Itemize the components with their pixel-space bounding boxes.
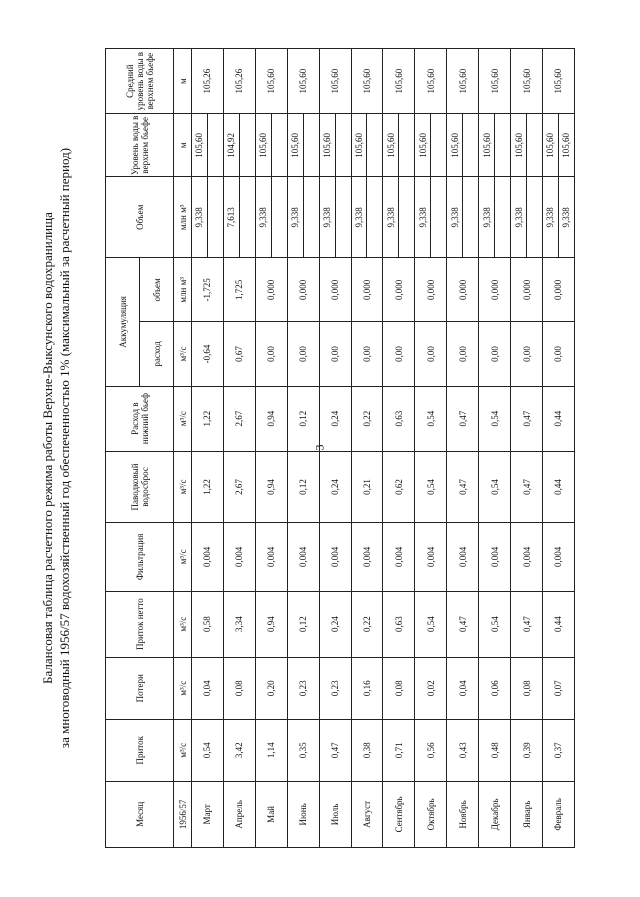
level-cell: 105,60 xyxy=(511,114,527,177)
volume-cell xyxy=(463,177,479,258)
table-row-boundary xyxy=(479,49,495,848)
volume-cell: 9,338 xyxy=(542,177,558,258)
table-row-boundary xyxy=(511,49,527,848)
acc-volume-cell: 0,000 xyxy=(447,258,479,322)
volume-cell: 9,338 xyxy=(255,177,271,258)
unit-net-inflow: м³/с xyxy=(174,591,192,657)
losses-cell: 0,08 xyxy=(511,657,543,719)
spillway-cell: 0,24 xyxy=(319,451,351,522)
level-cell: 105,60 xyxy=(542,114,558,177)
filtration-cell: 0,004 xyxy=(542,523,574,591)
title-line-2: за многоводный 1956/57 водохозяйственный год обеспеченностью 1% (максимальный за расчетный период) xyxy=(57,147,72,749)
month-cell: Июль xyxy=(319,781,351,847)
volume-cell: 9,338 xyxy=(351,177,367,258)
level-cell: 105,60 xyxy=(351,114,367,177)
volume-cell: 9,338 xyxy=(192,177,208,258)
net-inflow-cell: 0,24 xyxy=(319,591,351,657)
unit-level: м xyxy=(174,114,192,177)
unit-filtration: м³/с xyxy=(174,523,192,591)
balance-table-wrapper xyxy=(105,48,575,848)
level-cell: 105,60 xyxy=(479,114,495,177)
losses-cell: 0,08 xyxy=(383,657,415,719)
spillway-cell: 0,21 xyxy=(351,451,383,522)
level-cell xyxy=(367,114,383,177)
inflow-cell: 0,47 xyxy=(319,719,351,781)
net-inflow-cell: 0,12 xyxy=(287,591,319,657)
avg-level-cell: 105,60 xyxy=(542,49,574,114)
level-cell: 105,60 xyxy=(558,114,574,177)
level-cell xyxy=(303,114,319,177)
avg-level-cell: 105,60 xyxy=(383,49,415,114)
losses-cell: 0,20 xyxy=(255,657,287,719)
filtration-cell: 0,004 xyxy=(192,523,224,591)
month-cell: Май xyxy=(255,781,287,847)
volume-cell: 9,338 xyxy=(447,177,463,258)
acc-volume-cell: 0,000 xyxy=(542,258,574,322)
level-cell xyxy=(527,114,543,177)
month-cell: Январь xyxy=(511,781,543,847)
level-cell: 105,60 xyxy=(383,114,399,177)
losses-cell: 0,08 xyxy=(223,657,255,719)
losses-cell: 0,23 xyxy=(319,657,351,719)
col-acc-flow: расход xyxy=(140,322,174,386)
acc-volume-cell: 0,000 xyxy=(255,258,287,322)
col-net-inflow: Приток нетто xyxy=(106,591,174,657)
col-acc-volume: объем xyxy=(140,258,174,322)
inflow-cell: 0,48 xyxy=(479,719,511,781)
table-row-boundary xyxy=(383,49,399,848)
losses-cell: 0,23 xyxy=(287,657,319,719)
acc-volume-cell: 0,000 xyxy=(479,258,511,322)
acc-flow-cell: 0,00 xyxy=(479,322,511,386)
month-cell: Ноябрь xyxy=(447,781,479,847)
acc-volume-cell: 0,000 xyxy=(319,258,351,322)
volume-cell: 9,338 xyxy=(319,177,335,258)
month-cell: Сентябрь xyxy=(383,781,415,847)
level-cell xyxy=(239,114,255,177)
col-level: Уровень воды в верхнем бьефе xyxy=(106,114,174,177)
col-losses: Потери xyxy=(106,657,174,719)
acc-volume-cell: 1,725 xyxy=(223,258,255,322)
acc-flow-cell: 0,00 xyxy=(383,322,415,386)
spillway-cell: 1,22 xyxy=(192,451,224,522)
inflow-cell: 1,14 xyxy=(255,719,287,781)
volume-cell: 9,338 xyxy=(558,177,574,258)
volume-cell xyxy=(207,177,223,258)
inflow-cell: 0,54 xyxy=(192,719,224,781)
unit-downstream: м³/с xyxy=(174,386,192,451)
acc-flow-cell: 0,00 xyxy=(319,322,351,386)
table-row-boundary xyxy=(223,49,239,848)
net-inflow-cell: 0,94 xyxy=(255,591,287,657)
spillway-cell: 0,44 xyxy=(542,451,574,522)
acc-flow-cell: 0,00 xyxy=(447,322,479,386)
losses-cell: 0,07 xyxy=(542,657,574,719)
spillway-cell: 2,67 xyxy=(223,451,255,522)
avg-level-cell: 105,26 xyxy=(223,49,255,114)
unit-inflow: м³/с xyxy=(174,719,192,781)
volume-cell xyxy=(367,177,383,258)
volume-cell: 9,338 xyxy=(511,177,527,258)
unit-month: 1956/57 xyxy=(174,781,192,847)
unit-volume: млн м³ xyxy=(174,177,192,258)
level-cell xyxy=(495,114,511,177)
spillway-cell: 0,94 xyxy=(255,451,287,522)
volume-cell: 9,338 xyxy=(415,177,431,258)
downstream-cell: 0,63 xyxy=(383,386,415,451)
acc-flow-cell: -0,64 xyxy=(192,322,224,386)
inflow-cell: 0,38 xyxy=(351,719,383,781)
acc-volume-cell: 0,000 xyxy=(287,258,319,322)
net-inflow-cell: 0,44 xyxy=(542,591,574,657)
col-inflow: Приток xyxy=(106,719,174,781)
table-title xyxy=(39,48,97,848)
inflow-cell: 0,37 xyxy=(542,719,574,781)
spillway-cell: 0,62 xyxy=(383,451,415,522)
acc-volume-cell: -1,725 xyxy=(192,258,224,322)
inflow-cell: 0,43 xyxy=(447,719,479,781)
unit-losses: м³/с xyxy=(174,657,192,719)
volume-cell xyxy=(495,177,511,258)
net-inflow-cell: 0,22 xyxy=(351,591,383,657)
month-cell: Декабрь xyxy=(479,781,511,847)
month-cell: Март xyxy=(192,781,224,847)
net-inflow-cell: 0,58 xyxy=(192,591,224,657)
col-downstream: Расход в нижний бьеф xyxy=(106,386,174,451)
col-accumulation: Аккумуляция xyxy=(106,258,140,386)
acc-flow-cell: 0,00 xyxy=(351,322,383,386)
avg-level-cell: 105,60 xyxy=(415,49,447,114)
level-cell xyxy=(335,114,351,177)
acc-flow-cell: 0,00 xyxy=(542,322,574,386)
month-cell: Июнь xyxy=(287,781,319,847)
spillway-cell: 0,47 xyxy=(447,451,479,522)
acc-volume-cell: 0,000 xyxy=(351,258,383,322)
acc-volume-cell: 0,000 xyxy=(383,258,415,322)
net-inflow-cell: 0,47 xyxy=(511,591,543,657)
volume-cell xyxy=(271,177,287,258)
avg-level-cell: 105,60 xyxy=(479,49,511,114)
level-cell xyxy=(271,114,287,177)
downstream-cell: 0,54 xyxy=(415,386,447,451)
losses-cell: 0,16 xyxy=(351,657,383,719)
volume-cell xyxy=(431,177,447,258)
col-month: Месяц xyxy=(106,781,174,847)
col-avg-level: Средний уровень воды в верхнем бьефе xyxy=(106,49,174,114)
net-inflow-cell: 0,47 xyxy=(447,591,479,657)
filtration-cell: 0,004 xyxy=(223,523,255,591)
filtration-cell: 0,004 xyxy=(511,523,543,591)
downstream-cell: 0,12 xyxy=(287,386,319,451)
title-line-1: Балансовая таблица расчетного режима работы Верхне-Выксунского водохранилища xyxy=(40,212,55,684)
losses-cell: 0,06 xyxy=(479,657,511,719)
level-cell: 105,60 xyxy=(447,114,463,177)
filtration-cell: 0,004 xyxy=(287,523,319,591)
level-cell: 105,60 xyxy=(192,114,208,177)
table-row-boundary xyxy=(415,49,431,848)
inflow-cell: 0,39 xyxy=(511,719,543,781)
inflow-cell: 0,56 xyxy=(415,719,447,781)
spillway-cell: 0,12 xyxy=(287,451,319,522)
acc-flow-cell: 0,00 xyxy=(287,322,319,386)
level-cell xyxy=(207,114,223,177)
level-cell: 105,60 xyxy=(255,114,271,177)
downstream-cell: 0,44 xyxy=(542,386,574,451)
table-row-boundary xyxy=(319,49,335,848)
avg-level-cell: 105,60 xyxy=(351,49,383,114)
month-cell: Апрель xyxy=(223,781,255,847)
table-body xyxy=(192,49,575,848)
filtration-cell: 0,004 xyxy=(351,523,383,591)
volume-cell: 9,338 xyxy=(383,177,399,258)
filtration-cell: 0,004 xyxy=(447,523,479,591)
avg-level-cell: 105,60 xyxy=(319,49,351,114)
table-row-boundary xyxy=(255,49,271,848)
acc-flow-cell: 0,00 xyxy=(511,322,543,386)
filtration-cell: 0,004 xyxy=(415,523,447,591)
downstream-cell: 0,47 xyxy=(447,386,479,451)
avg-level-cell: 105,60 xyxy=(511,49,543,114)
filtration-cell: 0,004 xyxy=(319,523,351,591)
volume-cell: 9,338 xyxy=(479,177,495,258)
net-inflow-cell: 3,34 xyxy=(223,591,255,657)
avg-level-cell: 105,60 xyxy=(255,49,287,114)
level-cell: 105,60 xyxy=(415,114,431,177)
unit-acc-volume: млн м³ xyxy=(174,258,192,322)
level-cell: 105,60 xyxy=(319,114,335,177)
downstream-cell: 0,54 xyxy=(479,386,511,451)
downstream-cell: 2,67 xyxy=(223,386,255,451)
volume-cell xyxy=(335,177,351,258)
volume-cell xyxy=(527,177,543,258)
month-cell: Август xyxy=(351,781,383,847)
volume-cell: 9,338 xyxy=(287,177,303,258)
spillway-cell: 0,54 xyxy=(415,451,447,522)
level-cell: 105,60 xyxy=(287,114,303,177)
unit-acc-flow: м³/с xyxy=(174,322,192,386)
unit-spillway: м³/с xyxy=(174,451,192,522)
avg-level-cell: 105,60 xyxy=(447,49,479,114)
acc-volume-cell: 0,000 xyxy=(415,258,447,322)
table-row-boundary xyxy=(447,49,463,848)
downstream-cell: 0,47 xyxy=(511,386,543,451)
table-row-boundary xyxy=(287,49,303,848)
losses-cell: 0,04 xyxy=(192,657,224,719)
losses-cell: 0,02 xyxy=(415,657,447,719)
net-inflow-cell: 0,63 xyxy=(383,591,415,657)
volume-cell xyxy=(239,177,255,258)
net-inflow-cell: 0,54 xyxy=(415,591,447,657)
acc-volume-cell: 0,000 xyxy=(511,258,543,322)
acc-flow-cell: 0,67 xyxy=(223,322,255,386)
filtration-cell: 0,004 xyxy=(383,523,415,591)
filtration-cell: 0,004 xyxy=(479,523,511,591)
spillway-cell: 0,47 xyxy=(511,451,543,522)
spillway-cell: 0,54 xyxy=(479,451,511,522)
page-number: 3 xyxy=(312,444,327,451)
downstream-cell: 0,22 xyxy=(351,386,383,451)
volume-cell xyxy=(399,177,415,258)
table-row-boundary xyxy=(192,49,208,848)
acc-flow-cell: 0,00 xyxy=(415,322,447,386)
volume-cell: 7,613 xyxy=(223,177,239,258)
downstream-cell: 1,22 xyxy=(192,386,224,451)
month-cell: Октябрь xyxy=(415,781,447,847)
col-volume: Объем xyxy=(106,177,174,258)
col-spillway: Паводковый водосброс xyxy=(106,451,174,522)
inflow-cell: 3,42 xyxy=(223,719,255,781)
volume-cell xyxy=(303,177,319,258)
table-row-boundary xyxy=(542,49,558,848)
net-inflow-cell: 0,54 xyxy=(479,591,511,657)
avg-level-cell: 105,26 xyxy=(192,49,224,114)
balance-table xyxy=(105,48,575,848)
level-cell xyxy=(431,114,447,177)
col-filtration: Фильтрация xyxy=(106,523,174,591)
level-cell xyxy=(463,114,479,177)
losses-cell: 0,04 xyxy=(447,657,479,719)
level-cell xyxy=(399,114,415,177)
inflow-cell: 0,35 xyxy=(287,719,319,781)
table-row-boundary xyxy=(351,49,367,848)
avg-level-cell: 105,60 xyxy=(287,49,319,114)
downstream-cell: 0,94 xyxy=(255,386,287,451)
downstream-cell: 0,24 xyxy=(319,386,351,451)
unit-avg-level: м xyxy=(174,49,192,114)
level-cell: 104,92 xyxy=(223,114,239,177)
filtration-cell: 0,004 xyxy=(255,523,287,591)
acc-flow-cell: 0,00 xyxy=(255,322,287,386)
inflow-cell: 0,71 xyxy=(383,719,415,781)
month-cell: Февраль xyxy=(542,781,574,847)
